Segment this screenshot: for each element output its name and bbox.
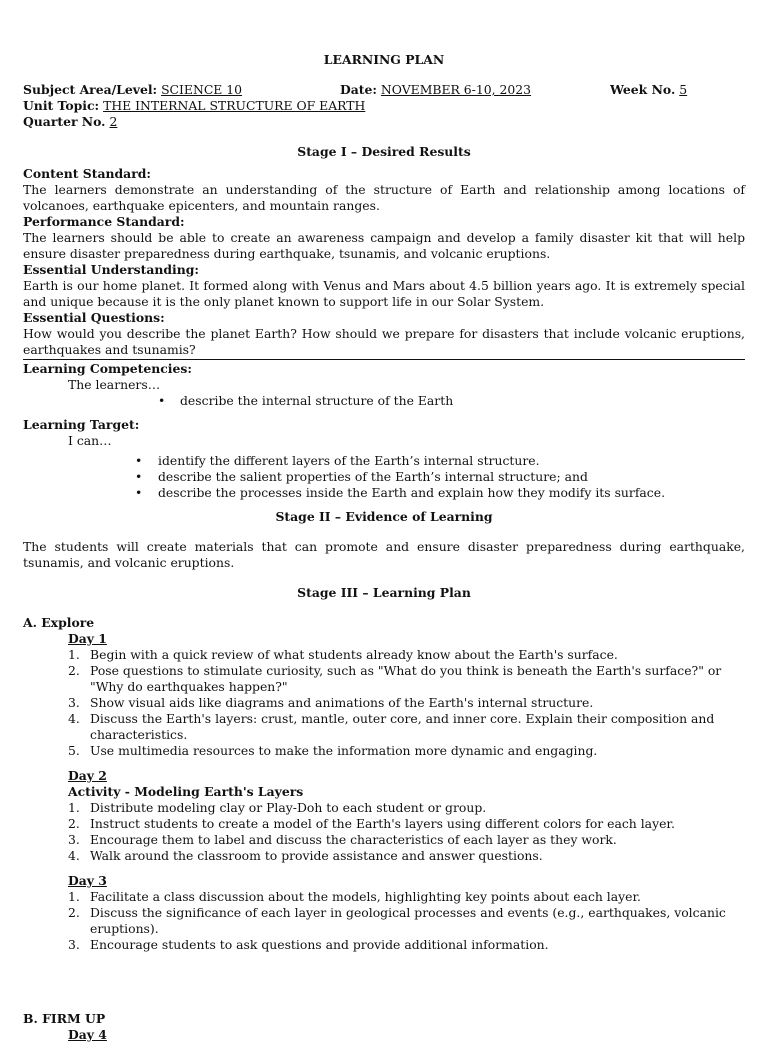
explore-label: A. Explore (23, 615, 95, 630)
firmup-label: B. FIRM UP (23, 1011, 106, 1026)
list-item: 1. Facilitate a class discussion about the models, highlighting key points about each layer. (68, 889, 641, 904)
list-item: 4. Walk around the classroom to provide assistance and answer questions. (68, 848, 543, 863)
competency-text: describe the internal structure of the Earth (180, 393, 454, 408)
topic-field (23, 98, 745, 114)
target-item (23, 485, 745, 501)
subject-field (23, 82, 242, 98)
list-item: 3. Encourage them to label and discuss the characteristics of each layer as they work. (68, 832, 617, 847)
day3-list (23, 889, 745, 953)
day3-label: Day 3 (68, 873, 107, 888)
learning-plan-page (23, 52, 745, 1043)
topic-value: THE INTERNAL STRUCTURE OF EARTH (103, 98, 366, 113)
target-item (23, 469, 745, 485)
target-item (23, 453, 745, 469)
quarter-field (23, 114, 745, 130)
list-item: 4. Discuss the Earth's layers: crust, mantle, outer core, and inner core. Explain their composition and characteristics. (68, 711, 715, 742)
stage3-heading: Stage III – Learning Plan (297, 585, 471, 600)
performance-standard-text: The learners should be able to create an awareness campaign and develop a family disaster kit that will help ensure disaster preparedness during earthquake, tsunamis, and volcanic eruptions. (23, 230, 745, 261)
week-label: Week No. (610, 82, 676, 97)
date-field (340, 82, 531, 98)
day4-label: Day 4 (68, 1027, 107, 1042)
bullet-icon: • (135, 453, 143, 468)
stage2-text: The students will create materials that can promote and ensure disaster preparedness during earthquake, tsunamis, and volcanic eruptions. (23, 539, 745, 570)
section-divider (23, 359, 745, 360)
content-standard-text: The learners demonstrate an understanding of the structure of Earth and relationship among locations of volcanoes, earthquake epicenters, and mountain ranges. (23, 182, 745, 213)
document-title: LEARNING PLAN (323, 52, 445, 67)
quarter-label: Quarter No. (23, 114, 106, 129)
content-standard-label: Content Standard: (23, 166, 151, 181)
target-text: describe the salient properties of the Earth’s internal structure; and (158, 469, 588, 484)
performance-standard-label: Performance Standard: (23, 214, 185, 229)
day2-activity: Activity - Modeling Earth's Layers (68, 784, 304, 799)
list-item: 5. Use multimedia resources to make the information more dynamic and engaging. (68, 743, 598, 758)
essential-understanding-text: Earth is our home planet. It formed along with Venus and Mars about 4.5 billion years ago. It is extremely special and unique because it is the only planet known to support life in our Solar System. (23, 278, 745, 309)
competencies-intro: The learners… (68, 377, 161, 392)
date-value: NOVEMBER 6-10, 2023 (380, 82, 532, 97)
week-value: 5 (679, 82, 688, 97)
competency-item (23, 393, 745, 409)
list-item: 2. Discuss the significance of each layer in geological processes and events (e.g., earthquakes, volcanic eruptions). (68, 905, 726, 936)
list-item: 3. Encourage students to ask questions and provide additional information. (68, 937, 549, 952)
subject-value: SCIENCE 10 (161, 82, 243, 97)
target-text: describe the processes inside the Earth and explain how they modify its surface. (158, 485, 666, 500)
bullet-icon: • (135, 485, 143, 500)
essential-questions-label: Essential Questions: (23, 310, 165, 325)
day2-list (23, 800, 745, 864)
header-row-subject (23, 82, 745, 98)
topic-label: Unit Topic: (23, 98, 100, 113)
bullet-icon: • (135, 469, 143, 484)
quarter-value: 2 (109, 114, 118, 129)
list-item: 1. Begin with a quick review of what students already know about the Earth's surface. (68, 647, 618, 662)
day1-label: Day 1 (68, 631, 107, 646)
date-label: Date: (340, 82, 377, 97)
day2-label: Day 2 (68, 768, 107, 783)
list-item: 1. Distribute modeling clay or Play-Doh to each student or group. (68, 800, 487, 815)
learning-target-label: Learning Target: (23, 417, 140, 432)
stage2-heading: Stage II – Evidence of Learning (275, 509, 493, 524)
week-field (610, 82, 687, 98)
list-item: 2. Instruct students to create a model of the Earth's layers using different colors for each layer. (68, 816, 675, 831)
target-text: identify the different layers of the Earth’s internal structure. (158, 453, 540, 468)
day1-list (23, 647, 745, 759)
stage1-heading: Stage I – Desired Results (297, 144, 471, 159)
list-item: 2. Pose questions to stimulate curiosity, such as "What do you think is beneath the Earth's surface?" or "Why do earthquakes happen?" (68, 663, 722, 694)
bullet-icon: • (158, 393, 166, 408)
essential-questions-text: How would you describe the planet Earth? How should we prepare for disasters that include volcanic eruptions, earthquakes and tsunamis? (23, 326, 745, 357)
essential-understanding-label: Essential Understanding: (23, 262, 200, 277)
learning-competencies-label: Learning Competencies: (23, 361, 192, 376)
list-item: 3. Show visual aids like diagrams and animations of the Earth's internal structure. (68, 695, 594, 710)
subject-label: Subject Area/Level: (23, 82, 158, 97)
target-intro: I can… (68, 433, 112, 448)
